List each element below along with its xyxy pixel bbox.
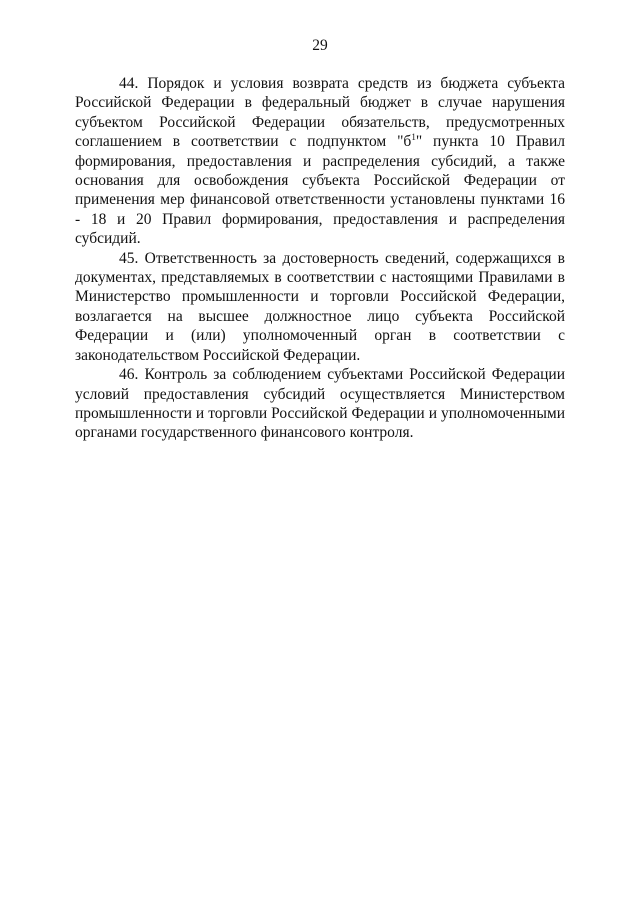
paragraph-44-text-end: " пункта 10 Правил формирования, предоставления и распределения субсидий, а также основания для освобождения субъекта Российской Федерации от применения мер финансовой ответственности установлены пунктами 16 - 18 и 20 Правил формирования, предоставления и распределения субсидий. — [75, 133, 565, 248]
paragraph-46: 46. Контроль за соблюдением субъектами Российской Федерации условий предоставления субсидий осуществляется Министерством промышленности и торговли Российской Федерации и уполномоченными органами государственного финансового контроля. — [75, 366, 565, 442]
document-body — [75, 74, 565, 443]
paragraph-44-text-start: 44. Порядок и условия возврата средств из бюджета субъекта Российской Федерации в федеральный бюджет в случае нарушения субъектом Российской Федерации обязательств, предусмотренных соглашением в соответствии с подпунктом "б — [75, 75, 565, 151]
paragraph-45: 45. Ответственность за достоверность сведений, содержащихся в документах, представляемых в соответствии с настоящими Правилами в Министерство промышленности и торговли Российской Федерации, возлагается на высшее должностное лицо субъекта Российской Федерации и (или) уполномоченный орган в соответствии с законодательством Российской Федерации. — [75, 249, 565, 364]
paragraph-44 — [75, 74, 565, 249]
page-number: 29 — [312, 37, 328, 54]
paragraph-44-superscript: 1 — [411, 132, 416, 143]
